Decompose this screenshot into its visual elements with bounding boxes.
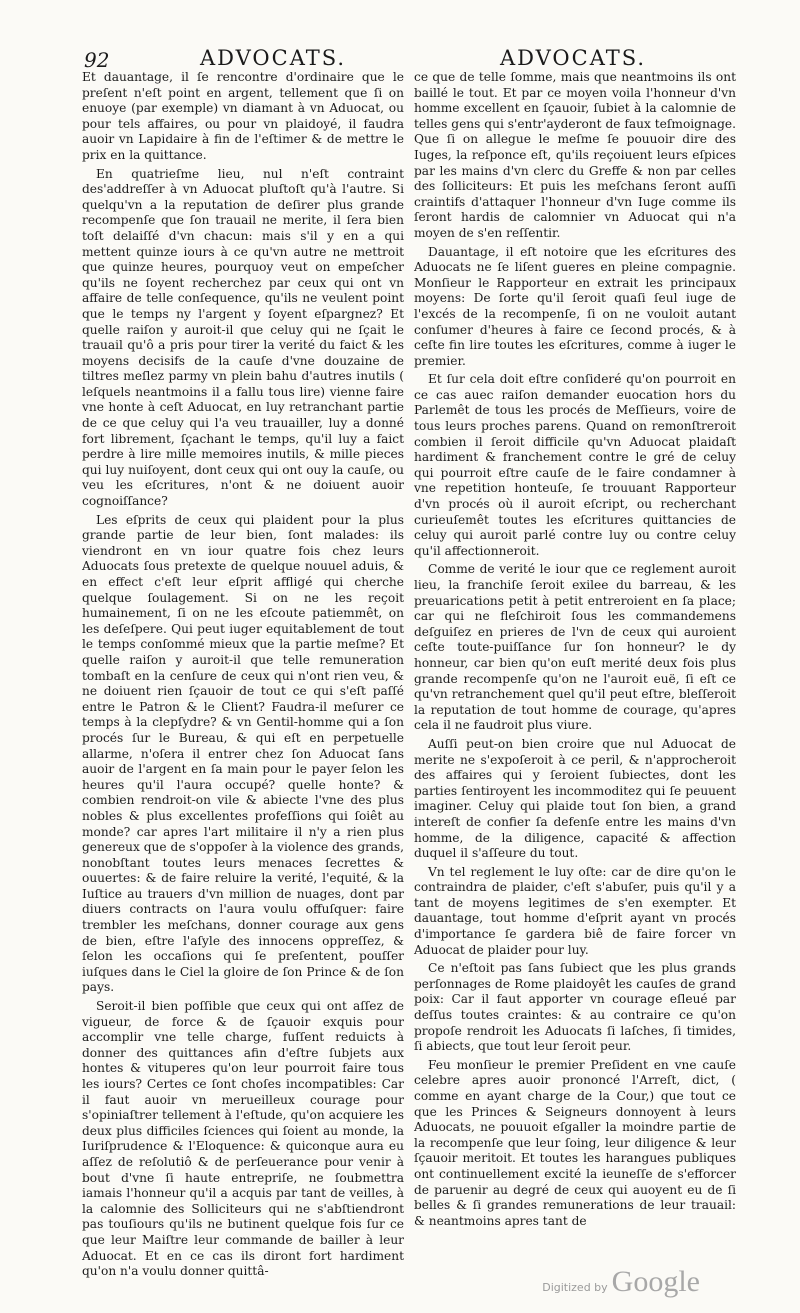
page-header xyxy=(80,46,730,72)
paragraph: En quatrieſme lieu, nul n'eſt contraint des'addreſſer à vn Aduocat pluſtoſt qu'à l'autre. Si quelqu'vn a la reputation de deſirer plus grande recompenſe que ſon trauail ne merite, il ſera bien toſt delaiſſé d'vn chacun: mais s'il y en a qui mettent quinze iours à ce qu'vn autre ne mettroit que quinze heures, pourquoy veut on empeſcher qu'ils ne ſoyent recherchez par ceux qui ont vn affaire de telle conſequence, qu'ils ne veulent point que le temps ny l'argent y ſoyent eſpargnez? Et quelle raiſon y auroit-il que celuy qui ne ſçait le trauail qu'ô a pris pour tirer la verité du faict & les moyens decisifs de la cauſe d'vne douzaine de tiltres meſlez parmy vn plein bahu d'autres inutils ( leſquels neantmoins il a fallu tous lire) vienne faire vne honte à ceſt Aduocat, en luy retranchant partie de ce que celuy qui l'a veu trauailler, luy a donné fort librement, ſçachant le temps, qu'il luy a faict perdre à lire mille memoires inutils, & mille pieces qui luy nuiſoyent, dont ceux qui ont ouy la cauſe, ou veu les eſcritures, n'ont & ne doiuent auoir cognoiſſance? xyxy=(82,166,404,509)
paragraph: Seroit-il bien poſſible que ceux qui ont aſſez de vigueur, de force & de ſçauoir exquis pour accomplir vne telle charge, fuſſent reduicts à donner des quittances afin d'eſtre ſubjets aux hontes & vituperes qu'on leur pourroit faire tous les iours? Certes ce ſont choſes incompatibles: Car il faut auoir vn merueilleux courage pour s'opiniaſtrer tellement à l'eſtude, qu'on acquiere les deux plus difficiles ſciences qui ſoient au monde, la Iuriſprudence & l'Eloquence: & quiconque aura eu aſſez de reſolutiô & de perſeuerance pour venir à bout d'vne ſi haute entrepriſe, ne ſoubmettra iamais l'honneur qu'il a acquis par tant de veilles, à la calomnie des Solliciteurs qui ne s'abſtiendront pas touſiours qu'ils ne butinent quelque fois ſur ce que leur Maiſtre leur commande de bailler à leur Aduocat. Et en ce cas ils diront fort hardiment qu'on n'a voulu donner quittâ- xyxy=(82,999,404,1279)
paragraph: Feu monſieur le premier Preſident en vne cauſe celebre apres auoir prononcé l'Arreſt, dict, ( comme en ayant charge de la Cour,) que tout ce que les Princes & Seigneurs donnoyent à leurs Aduocats, ne pouuoit eſgaller la moindre partie de la recompenſe que leur ſoing, leur diligence & leur ſçauoir meritoit. Et toutes les harangues publiques ont continuellement excité la ieuneſſe de s'efforcer de paruenir au degré de ceux qui auoyent eu de ſi belles & ſi grandes remunerations de leur trauail: & neantmoins apres tant de xyxy=(414,1057,736,1228)
left-column xyxy=(82,70,404,1279)
running-head-right: ADVOCATS. xyxy=(500,46,647,70)
running-head-left: ADVOCATS. xyxy=(200,46,347,70)
paragraph: Et dauantage, il ſe rencontre d'ordinaire que le preſent n'eſt point en argent, tellement que ſi on enuoye (par exemple) vn diamant à vn Aduocat, ou pour tels affaires, ou pour vn plaidoyé, il faudra auoir vn Lapidaire à fin de l'eſtimer & de mettre le prix en la quittance. xyxy=(82,70,404,162)
paragraph: Auſſi peut-on bien croire que nul Aduocat de merite ne s'expoſeroit à ce peril, & n'approcheroit des affaires qui y ſeroient ſubiectes, dont les parties ſentiroyent les incommoditez qui ſe peuuent imaginer. Celuy qui plaide tout ſon bien, a grand intereſt de confier ſa defenſe entre les mains d'vn homme, de la diligence, capacité & affection duquel il s'aſſeure du tout. xyxy=(414,736,736,861)
page-number: 92 xyxy=(84,48,110,72)
paragraph: ce que de telle ſomme, mais que neantmoins ils ont baillé le tout. Et par ce moyen voila l'honneur d'vn homme excellent en ſçauoir, ſubiet à la calomnie de telles gens qui s'entr'ayderont de faux teſmoignage. Que ſi on allegue le meſme ſe pouuoir dire des Iuges, la reſponce eſt, qu'ils reçoiuent leurs eſpices par les mains d'vn clerc du Greffe & non par celles des ſolliciteurs: Et puis les meſchans ſeront auſſi craintifs d'attaquer l'honneur d'vn Iuge comme ils ſeront hardis de calomnier vn Aduocat qui n'a moyen de s'en reſſentir. xyxy=(414,70,736,240)
digitized-watermark xyxy=(542,1265,700,1299)
paragraph: Dauantage, il eſt notoire que les eſcritures des Aduocats ne ſe liſent gueres en pleine compagnie. Monſieur le Rapporteur en extrait les principaux moyens: De ſorte qu'il ſeroit quaſi ſeul iuge de l'excés de la recompenſe, ſi on ne vouloit autant conſumer d'heures à faire ce ſecond procés, & à ceſte fin lire toutes les eſcritures, comme à iuger le premier. xyxy=(414,244,736,368)
paragraph: Les eſprits de ceux qui plaident pour la plus grande partie de leur bien, ſont malades: ils viendront en vn iour quatre fois chez leurs Aduocats ſous pretexte de quelque nouuel aduis, & en effect c'eſt leur eſprit affligé qui cherche quelque ſoulagement. Si on ne les reçoit humainement, ſi on ne les eſcoute patiemmêt, on les deſeſpere. Qui peut iuger equitablement de tout le temps conſommé mieux que la partie meſme? Et quelle raiſon y auroit-il que telle remuneration tombaſt en la cenſure de ceux qui n'ont rien veu, & ne doiuent rien ſçauoir de tout ce qui s'eſt paſſé entre le Patron & le Client? Faudra-il meſurer ce temps à la clepſydre? & vn Gentil-homme qui a ſon procés ſur le Bureau, & qui eſt en perpetuelle allarme, n'oſera il entrer chez ſon Aduocat ſans auoir de l'argent en ſa main pour le payer ſelon les heures qu'il l'aura occupé? quelle honte? & combien rendroit-on vile & abiecte l'vne des plus nobles & plus excellentes profeſſions qui ſoiêt au monde? car apres l'art militaire il n'y a rien plus genereux que de s'oppoſer à la violence des grands, nonobſtant toutes leurs menaces ſecrettes & ouuertes: & de faire reluire la verité, l'equité, & la Iuſtice au trauers d'vn million de nuages, dont par diuers contracts on l'aura voulu offuſquer: faire trembler les meſchans, donner courage aux gens de bien, eſtre l'aſyle des innocens oppreſſez, & ſelon les occaſions qui ſe preſentent, pouſſer iuſques dans le Ciel la gloire de ſon Prince & de ſon pays. xyxy=(82,512,404,995)
paragraph: Et ſur cela doit eſtre conſideré qu'on pourroit en ce cas auec raiſon demander euocation hors du Parlemêt de tous les procés de Meſſieurs, voire de tous leurs proches parens. Quand on remonſtreroit combien il ſeroit difficile qu'vn Aduocat plaidaſt hardiment & franchement contre le gré de celuy qui pourroit eſtre cauſe de le faire condamner à vne repetition honteuſe, ſe trouuant Rapporteur d'vn procés où il auroit eſcript, ou recherchant curieuſemêt toutes les eſcritures quittancies de celuy qui auroit parlé contre luy ou contre celuy qu'il affectionneroit. xyxy=(414,372,736,558)
watermark-prefix: Digitized by xyxy=(542,1281,608,1294)
paragraph: Comme de verité le iour que ce reglement auroit lieu, la franchiſe ſeroit exilee du barreau, & les preuarications petit à petit entreroient en ſa place; car qui ne fleſchiroit ſous les commandemens deſguiſez en prieres de l'vn de ceux qui auroient ceſte toute-puiſſance ſur ſon honneur? le dy honneur, car bien qu'on euſt merité deux fois plus grande recompenſe qu'on ne l'auroit euë, ſi eſt ce qu'vn retranchement quel qu'il peut eſtre, bleſſeroit la reputation de tout homme de courage, qu'apres cela il ne faudroit plus viure. xyxy=(414,562,736,733)
paragraph: Ce n'eſtoit pas ſans ſubiect que les plus grands perſonnages de Rome plaidoyêt les cauſes de grand poix: Car il faut apporter vn courage eſleué par deſſus toutes craintes: & au contraire ce qu'on propoſe rendroit les Aduocats ſi laſches, ſi timides, ſi abiects, que tout leur ſeroit peur. xyxy=(414,961,736,1054)
google-logo: Google xyxy=(611,1265,700,1298)
paragraph: Vn tel reglement le luy oſte: car de dire qu'on le contraindra de plaider, c'eſt s'abuſer, puis qu'il y a tant de moyens legitimes de s'en exempter. Et dauantage, tout homme d'eſprit ayant vn procés d'importance ſe gardera biê de faire forcer vn Aduocat de plaider pour luy. xyxy=(414,864,736,957)
right-column xyxy=(414,70,736,1228)
